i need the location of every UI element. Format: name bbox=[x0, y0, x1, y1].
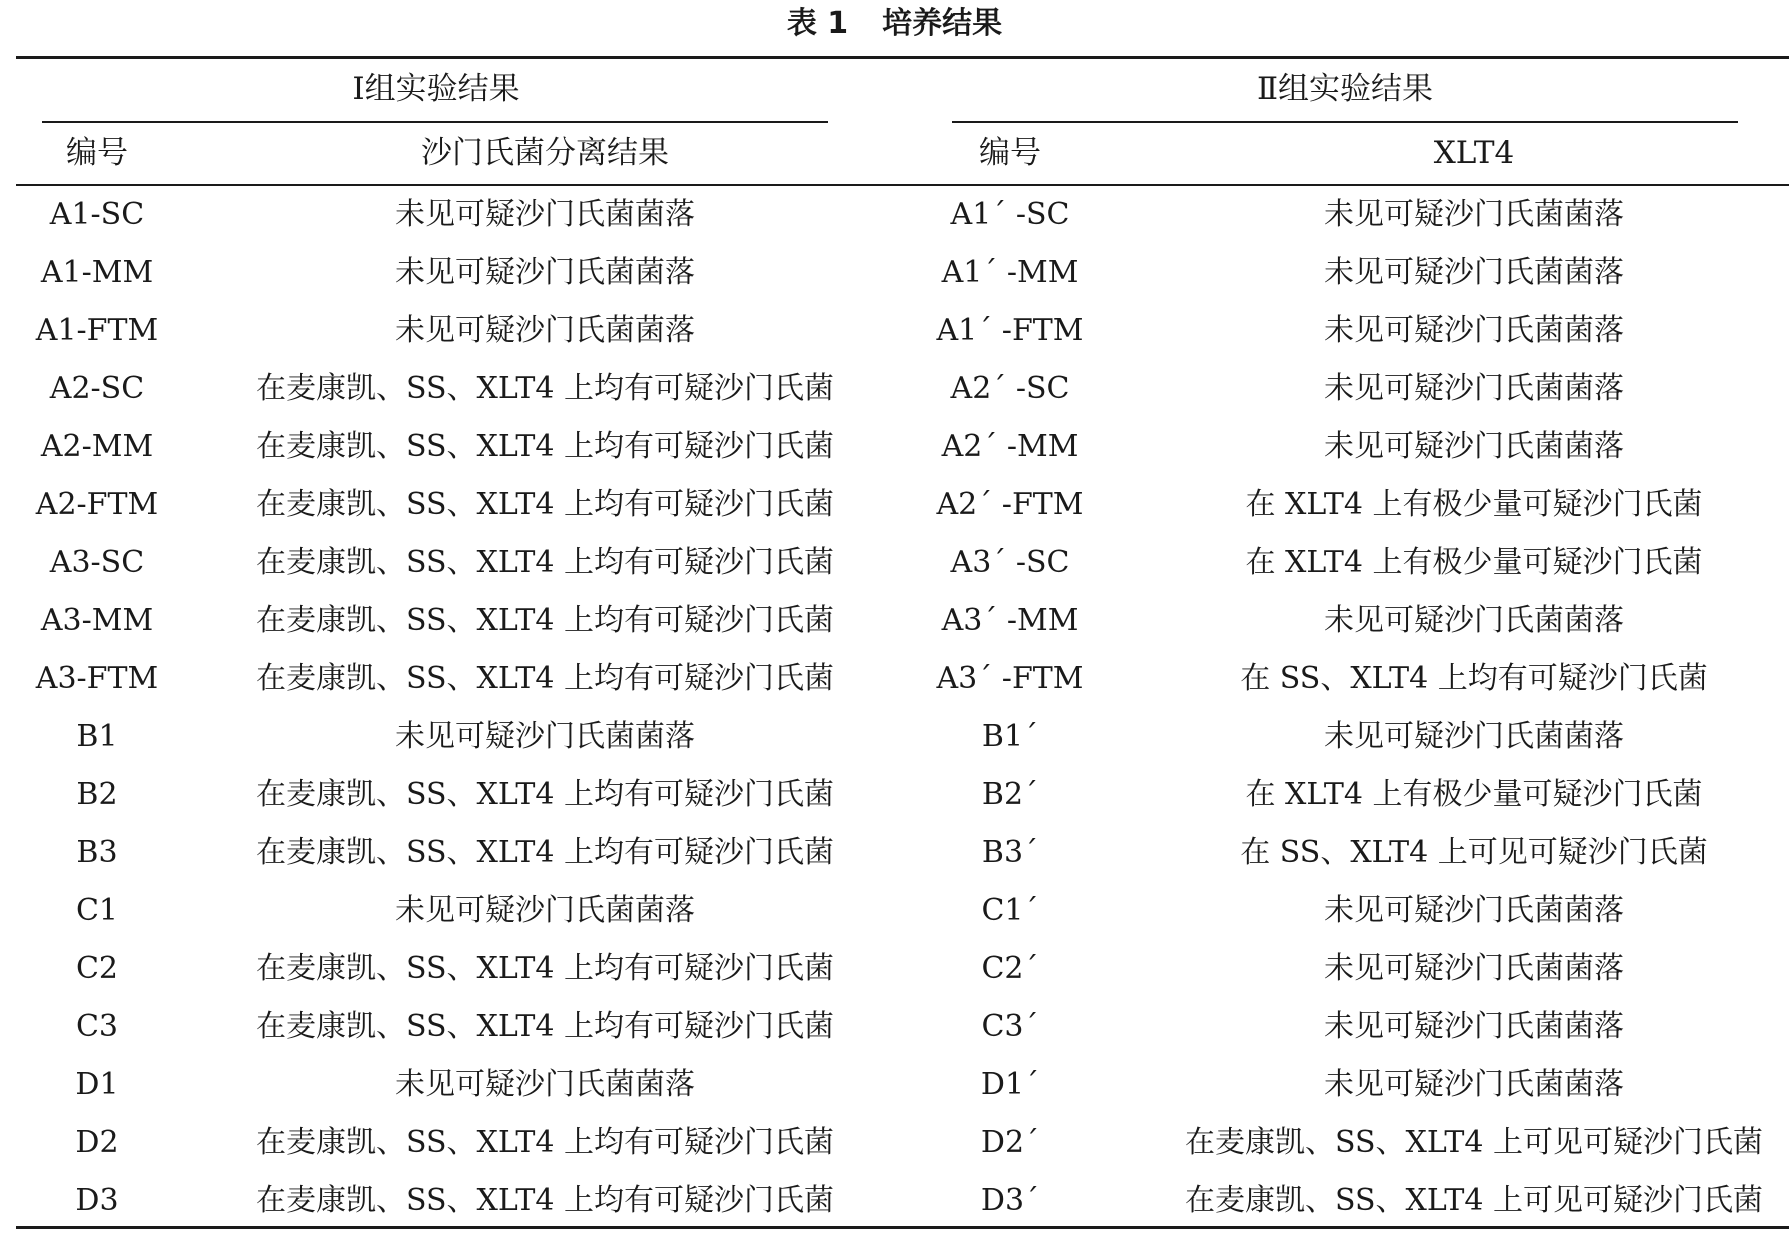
group2-id-cell: A1´ -MM bbox=[941, 255, 1079, 290]
group1-id-cell: D2 bbox=[75, 1125, 119, 1160]
group1-result-cell: 在麦康凯、SS、XLT4 上均有可疑沙门氏菌 bbox=[255, 487, 835, 522]
group1-id-cell: A1-FTM bbox=[35, 313, 159, 348]
group2-result-cell: 在 XLT4 上有极少量可疑沙门氏菌 bbox=[1245, 487, 1703, 522]
group2-id-cell: B2´ bbox=[981, 777, 1039, 812]
bottom-rule bbox=[16, 1226, 1789, 1229]
table-row bbox=[0, 708, 1789, 766]
group1-id-cell: C1 bbox=[75, 893, 119, 928]
group1-result-cell: 在麦康凯、SS、XLT4 上均有可疑沙门氏菌 bbox=[255, 371, 835, 406]
group1-id-cell: B2 bbox=[76, 777, 118, 812]
group1-id-cell: D1 bbox=[75, 1067, 119, 1102]
table-row bbox=[0, 766, 1789, 824]
group2-id-cell: A3´ -FTM bbox=[936, 661, 1084, 696]
group2-result-cell: 在 SS、XLT4 上均有可疑沙门氏菌 bbox=[1240, 661, 1708, 696]
table-row bbox=[0, 650, 1789, 708]
group2-result-cell: 未见可疑沙门氏菌菌落 bbox=[1324, 371, 1624, 406]
group2-result-cell: 未见可疑沙门氏菌菌落 bbox=[1324, 313, 1624, 348]
table-number: 表 1 bbox=[786, 6, 849, 41]
table-row bbox=[0, 418, 1789, 476]
group2-id-cell: A2´ -SC bbox=[950, 371, 1070, 406]
table-row bbox=[0, 1056, 1789, 1114]
top-rule bbox=[16, 56, 1789, 59]
group1-result-cell: 未见可疑沙门氏菌菌落 bbox=[395, 255, 695, 290]
group1-result-cell: 未见可疑沙门氏菌菌落 bbox=[395, 197, 695, 232]
group1-id-cell: A2-FTM bbox=[35, 487, 159, 522]
group1-result-cell: 未见可疑沙门氏菌菌落 bbox=[395, 719, 695, 754]
group1-id-cell: A1-MM bbox=[40, 255, 154, 290]
group2-id-cell: B1´ bbox=[981, 719, 1039, 754]
table-row bbox=[0, 302, 1789, 360]
group1-id-cell: B1 bbox=[76, 719, 118, 754]
group2-id-cell: D2´ bbox=[980, 1125, 1040, 1160]
group1-result-cell: 未见可疑沙门氏菌菌落 bbox=[395, 1067, 695, 1102]
group1-result-cell: 在麦康凯、SS、XLT4 上均有可疑沙门氏菌 bbox=[255, 1009, 835, 1044]
table-row bbox=[0, 1172, 1789, 1230]
group2-id-cell: B3´ bbox=[981, 835, 1039, 870]
group2-result-cell: 在 XLT4 上有极少量可疑沙门氏菌 bbox=[1245, 545, 1703, 580]
group2-result-cell: 在麦康凯、SS、XLT4 上可见可疑沙门氏菌 bbox=[1184, 1183, 1764, 1218]
group2-result-cell: 未见可疑沙门氏菌菌落 bbox=[1324, 1009, 1624, 1044]
group2-id-cell: A3´ -MM bbox=[941, 603, 1079, 638]
group2-id-header: 编号 bbox=[979, 135, 1041, 171]
table-row bbox=[0, 940, 1789, 998]
table-row bbox=[0, 882, 1789, 940]
group2-id-cell: C3´ bbox=[981, 1009, 1039, 1044]
table-row bbox=[0, 1114, 1789, 1172]
group2-id-cell: A1´ -FTM bbox=[936, 313, 1084, 348]
group2-result-cell: 未见可疑沙门氏菌菌落 bbox=[1324, 197, 1624, 232]
group2-result-cell: 未见可疑沙门氏菌菌落 bbox=[1324, 1067, 1624, 1102]
group1-id-cell: A2-MM bbox=[40, 429, 154, 464]
group2-id-cell: D3´ bbox=[980, 1183, 1040, 1218]
group1-id-header: 编号 bbox=[66, 135, 128, 171]
table-row bbox=[0, 824, 1789, 882]
group1-result-cell: 在麦康凯、SS、XLT4 上均有可疑沙门氏菌 bbox=[255, 1125, 835, 1160]
group2-result-cell: 在麦康凯、SS、XLT4 上可见可疑沙门氏菌 bbox=[1184, 1125, 1764, 1160]
table-row bbox=[0, 360, 1789, 418]
group1-result-cell: 未见可疑沙门氏菌菌落 bbox=[395, 893, 695, 928]
group1-id-cell: A3-MM bbox=[40, 603, 154, 638]
group1-result-cell: 在麦康凯、SS、XLT4 上均有可疑沙门氏菌 bbox=[255, 835, 835, 870]
group1-id-cell: C2 bbox=[75, 951, 119, 986]
group1-id-cell: A3-SC bbox=[49, 545, 145, 580]
group2-id-cell: A2´ -FTM bbox=[936, 487, 1084, 522]
group2-id-cell: A2´ -MM bbox=[941, 429, 1079, 464]
group1-id-cell: C3 bbox=[75, 1009, 119, 1044]
group2-result-header: XLT4 bbox=[1433, 135, 1515, 171]
group2-id-cell: A1´ -SC bbox=[950, 197, 1070, 232]
group2-result-cell: 未见可疑沙门氏菌菌落 bbox=[1324, 603, 1624, 638]
table-row bbox=[0, 998, 1789, 1056]
group1-result-cell: 在麦康凯、SS、XLT4 上均有可疑沙门氏菌 bbox=[255, 661, 835, 696]
table-row bbox=[0, 476, 1789, 534]
group1-id-cell: A2-SC bbox=[49, 371, 145, 406]
table-row bbox=[0, 186, 1789, 244]
group1-title: Ⅰ组实验结果 bbox=[352, 71, 520, 107]
group1-result-cell: 在麦康凯、SS、XLT4 上均有可疑沙门氏菌 bbox=[255, 545, 835, 580]
group1-result-header: 沙门氏菌分离结果 bbox=[421, 135, 669, 171]
group2-underline bbox=[952, 121, 1738, 123]
group1-result-cell: 未见可疑沙门氏菌菌落 bbox=[395, 313, 695, 348]
group1-id-cell: D3 bbox=[75, 1183, 119, 1218]
table-row bbox=[0, 244, 1789, 302]
table-caption bbox=[0, 4, 1789, 44]
group2-id-cell: D1´ bbox=[980, 1067, 1040, 1102]
group2-id-cell: C1´ bbox=[981, 893, 1039, 928]
group1-id-cell: A1-SC bbox=[49, 197, 145, 232]
group1-result-cell: 在麦康凯、SS、XLT4 上均有可疑沙门氏菌 bbox=[255, 951, 835, 986]
table-body bbox=[0, 186, 1789, 1230]
group1-id-cell: A3-FTM bbox=[35, 661, 159, 696]
group1-result-cell: 在麦康凯、SS、XLT4 上均有可疑沙门氏菌 bbox=[255, 429, 835, 464]
group2-id-cell: A3´ -SC bbox=[950, 545, 1070, 580]
group2-id-cell: C2´ bbox=[981, 951, 1039, 986]
group2-title: Ⅱ组实验结果 bbox=[1256, 71, 1434, 107]
table-title: 培养结果 bbox=[882, 6, 1003, 41]
group2-result-cell: 在 SS、XLT4 上可见可疑沙门氏菌 bbox=[1240, 835, 1708, 870]
group2-result-cell: 未见可疑沙门氏菌菌落 bbox=[1324, 719, 1624, 754]
group1-result-cell: 在麦康凯、SS、XLT4 上均有可疑沙门氏菌 bbox=[255, 777, 835, 812]
group1-id-cell: B3 bbox=[76, 835, 118, 870]
group2-result-cell: 未见可疑沙门氏菌菌落 bbox=[1324, 255, 1624, 290]
group2-result-cell: 未见可疑沙门氏菌菌落 bbox=[1324, 893, 1624, 928]
group2-result-cell: 未见可疑沙门氏菌菌落 bbox=[1324, 951, 1624, 986]
table-row bbox=[0, 534, 1789, 592]
group2-result-cell: 未见可疑沙门氏菌菌落 bbox=[1324, 429, 1624, 464]
table-row bbox=[0, 592, 1789, 650]
group1-result-cell: 在麦康凯、SS、XLT4 上均有可疑沙门氏菌 bbox=[255, 603, 835, 638]
group1-result-cell: 在麦康凯、SS、XLT4 上均有可疑沙门氏菌 bbox=[255, 1183, 835, 1218]
group2-result-cell: 在 XLT4 上有极少量可疑沙门氏菌 bbox=[1245, 777, 1703, 812]
